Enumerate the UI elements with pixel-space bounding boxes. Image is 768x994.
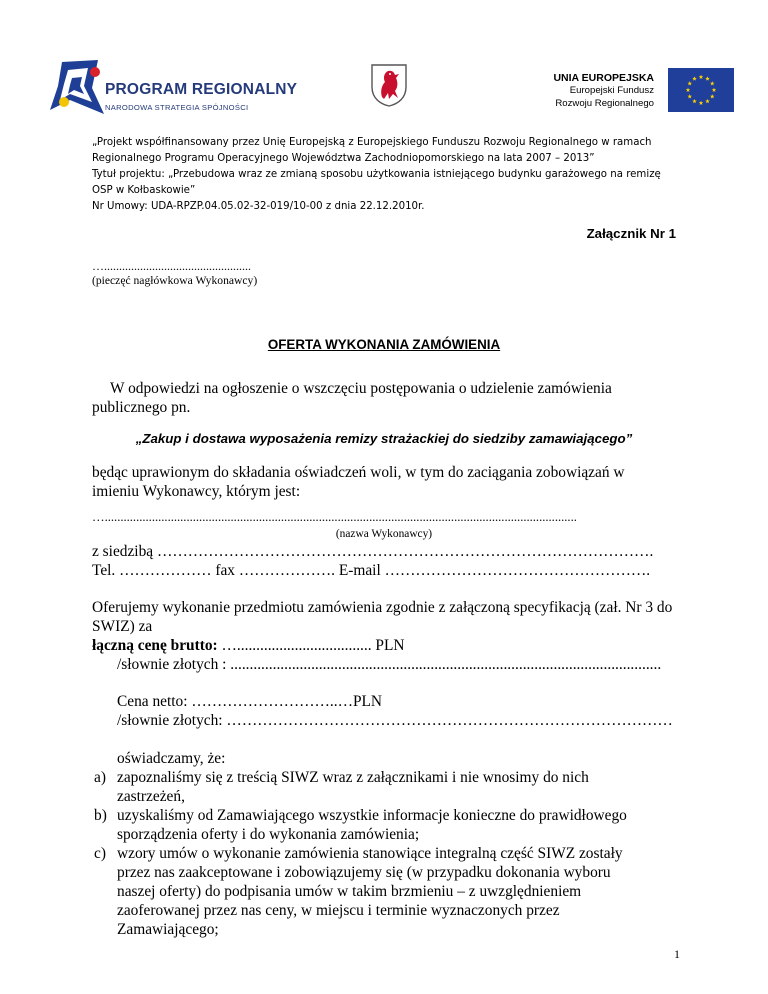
project-info-line: Tytuł projektu: „Przebudowa wraz ze zmianą sposobu użytkowania istniejącego budynku garażowego na remizę xyxy=(92,169,661,180)
declaration-line: naszej oferty) do podpisania umów w takim brzmieniu – z uwzględnieniem xyxy=(117,883,582,900)
net-price-line: Cena netto: ………………………..…PLN xyxy=(117,693,383,710)
declaration-line: przez nas zaakceptowane i zobowiązujemy się (w przypadku dokonania wyboru xyxy=(117,864,611,881)
offer-line: SWIZ) za xyxy=(92,618,153,635)
contractor-name-dots: …...................................................................................................................................................... xyxy=(92,510,577,524)
eu-title: UNIA EUROPEJSKA xyxy=(553,72,654,84)
gross-words-line: /słownie złotych : ................................................................................................................ xyxy=(117,656,662,673)
stamp-dots: …................................................. xyxy=(92,259,251,273)
declaration-marker: c) xyxy=(94,845,106,862)
intro-text xyxy=(92,379,692,417)
declaration-line: Zamawiającego; xyxy=(117,921,219,938)
authorized-line: imieniu Wykonawcy, którym jest: xyxy=(92,483,301,500)
declarations-intro: oświadczamy, że: xyxy=(117,750,226,767)
project-info-line: Regionalnego Programu Operacyjnego Województwa Zachodniopomorskiego na lata 2007 – 2013” xyxy=(92,153,595,164)
gross-price-label: łączną cenę brutto: xyxy=(92,637,218,654)
contractor-caption: (nazwa Wykonawcy) xyxy=(335,528,433,540)
declaration-item xyxy=(94,768,694,806)
program-regionalny-logo xyxy=(48,50,318,120)
stamp-caption: (pieczęć nagłówkowa Wykonawcy) xyxy=(92,274,258,287)
program-title: PROGRAM REGIONALNY xyxy=(105,81,298,98)
authorized-text xyxy=(92,463,692,501)
order-name: „Zakup i dostawa wyposażenia remizy strażackiej do siedziby zamawiającego” xyxy=(135,431,633,446)
offer-line: Oferujemy wykonanie przedmiotu zamówienia zgodnie z załączoną specyfikacją (zał. Nr 3 do xyxy=(92,599,673,616)
declaration-line: sporządzenia oferty i do wykonania zamówienia; xyxy=(117,826,420,843)
project-info-line: „Projekt współfinansowany przez Unię Europejską z Europejskiego Funduszu Rozwoju Regionalnego w ramach xyxy=(92,137,652,148)
program-subtitle: NARODOWA STRATEGIA SPÓJNOŚCI xyxy=(105,103,249,112)
declaration-line: zaoferowanej przez nas ceny, w miejscu i terminie wyznaczonych przez xyxy=(117,902,560,919)
attachment-label: Załącznik Nr 1 xyxy=(586,226,676,241)
title-wrap xyxy=(0,336,768,354)
declaration-line: uzyskaliśmy od Zamawiającego wszystkie informacje konieczne do prawidłowego xyxy=(117,807,627,824)
declaration-line: zapoznaliśmy się z treścią SIWZ wraz z załącznikami i nie wnosimy do nich xyxy=(117,769,589,786)
intro-line: publicznego pn. xyxy=(92,399,191,416)
eu-fund-line2: Rozwoju Regionalnego xyxy=(555,97,654,109)
gross-price-line xyxy=(92,636,702,655)
program-star-icon xyxy=(48,58,108,116)
declaration-marker: b) xyxy=(94,807,107,824)
authorized-line: będąc uprawionym do składania oświadczeń woli, w tym do zaciągania zobowiązań w xyxy=(92,464,625,481)
project-info-line: OSP w Kołbaskowie” xyxy=(92,185,196,196)
declaration-line: zastrzeżeń, xyxy=(117,788,185,805)
intro-line: W odpowiedzi na ogłoszenie o wszczęciu postępowania o udzielenie zamówienia xyxy=(110,380,612,397)
declaration-marker: a) xyxy=(94,769,106,786)
project-info-line: Nr Umowy: UDA-RPZP.04.05.02-32-019/10-00 z dnia 22.12.2010r. xyxy=(92,201,425,212)
net-block xyxy=(117,692,687,730)
coat-of-arms-griffin-icon xyxy=(370,63,408,107)
offer-block xyxy=(92,598,702,674)
contractor-seat-line: z siedzibą ……………………………………………………………………………………. xyxy=(92,543,654,560)
declaration-item xyxy=(94,844,694,939)
document-title: OFERTA WYKONANIA ZAMÓWIENIA xyxy=(267,337,501,352)
declaration-line: wzory umów o wykonanie zamówienia stanowiące integralną część SIWZ zostały xyxy=(117,845,623,862)
page-number: 1 xyxy=(674,947,680,961)
net-words-line: /słownie złotych: …………………………………………………………………………… xyxy=(117,712,673,729)
contractor-contact-line: Tel. ……………… fax ………………. E-mail ……………………………………………. xyxy=(92,562,651,579)
declaration-item xyxy=(94,806,694,844)
gross-price-value: …................................... PLN xyxy=(217,637,405,654)
project-info xyxy=(92,135,692,215)
eu-fund-line1: Europejski Fundusz xyxy=(569,85,654,96)
eu-text-block xyxy=(520,72,654,110)
eu-flag-icon xyxy=(668,68,734,112)
declarations-list xyxy=(94,768,694,939)
